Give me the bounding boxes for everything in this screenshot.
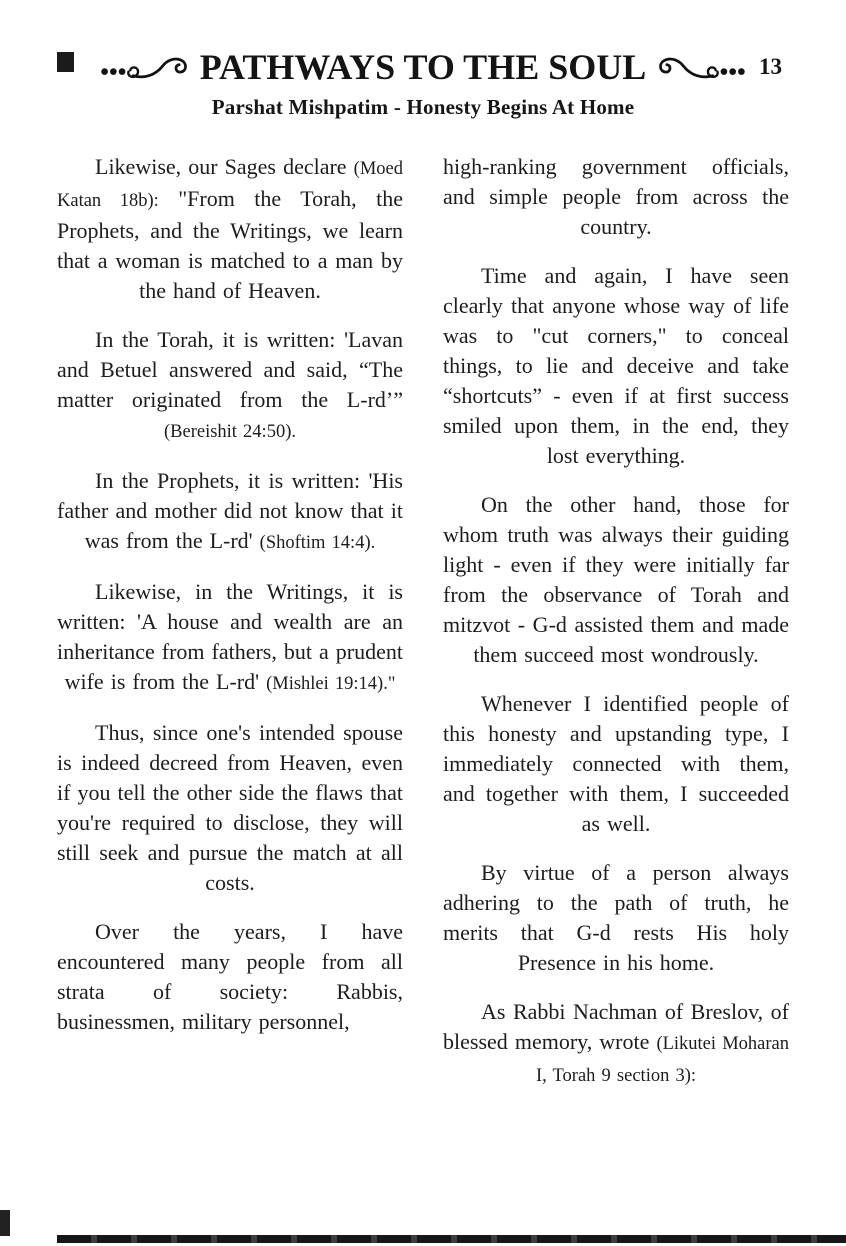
paragraph	[57, 466, 403, 558]
text-run: "From the Torah, the Prophets, and the Writings, we learn that a woman is matched to a man by the hand of Heaven.	[57, 186, 403, 303]
text-run: Over the years, I have encountered many people from all strata of society: Rabbis, businessmen, military personnel,	[57, 919, 403, 1034]
paragraph	[443, 997, 789, 1091]
citation: (Mishlei 19:14)."	[266, 674, 396, 694]
citation: (Moed Katan 18b):	[57, 159, 403, 211]
body-columns	[0, 152, 846, 1110]
citation: (Shoftim 14:4).	[259, 533, 376, 553]
left-column	[57, 152, 403, 1110]
scanned-document-page	[0, 46, 846, 1246]
page-header	[0, 46, 846, 120]
paragraph	[443, 261, 789, 471]
title-row	[0, 46, 846, 88]
text-run: On the other hand, those for whom truth was always their guiding light - even if they were initially far from the observance of Torah and mitzvot - G-d assisted them and made them succeed most wondrously.	[443, 492, 789, 667]
text-run: As Rabbi Nachman of Breslov, of blessed memory, wrote	[443, 999, 789, 1054]
text-run: Whenever I identified people of this honesty and upstanding type, I immediately connected with them, and together with them, I succeeded as well.	[443, 691, 789, 836]
paragraph	[57, 152, 403, 306]
text-run: In the Torah, it is written: 'Lavan and Betuel answered and said, “The matter originated from the L-rd’”	[57, 327, 403, 412]
text-run: Likewise, in the Writings, it is written: 'A house and wealth are an inheritance from fathers, but a prudent wife is from the L-rd'	[57, 579, 403, 694]
text-run: Likewise, our Sages declare	[95, 154, 354, 179]
text-run: By virtue of a person always adhering to the path of truth, he merits that G-d rests His holy Presence in his home.	[443, 860, 789, 975]
page-subtitle: Parshat Mishpatim - Honesty Begins At Home	[211, 95, 635, 119]
citation: (Likutei Moharan I, Torah 9 section 3):	[535, 1034, 789, 1086]
right-column	[443, 152, 789, 1110]
scan-artifact-bottom-left	[0, 1210, 10, 1236]
paragraph	[57, 917, 403, 1037]
paragraph	[57, 718, 403, 898]
page-title: PATHWAYS TO THE SOUL	[199, 47, 647, 87]
text-run: In the Prophets, it is written: 'His father and mother did not know that it was from the L-rd'	[57, 468, 403, 553]
text-run: Time and again, I have seen clearly that anyone whose way of life was to "cut corners," to conceal things, to lie and deceive and take “shortcuts” - even if at first success smiled upon them, in the end, they lost everything.	[443, 263, 789, 468]
paragraph	[443, 689, 789, 839]
paragraph	[57, 325, 403, 447]
paragraph	[57, 577, 403, 699]
paragraph	[443, 152, 789, 242]
text-run: high-ranking government officials, and simple people from across the country.	[443, 154, 789, 239]
citation: (Bereishit 24:50).	[163, 422, 296, 442]
paragraph	[443, 858, 789, 978]
text-run: Thus, since one's intended spouse is indeed decreed from Heaven, even if you tell the other side the flaws that you're required to disclose, they will still seek and pursue the match at all costs.	[57, 720, 403, 895]
scan-artifact-bottom-bar	[57, 1235, 846, 1243]
flourish-left-icon	[100, 51, 192, 83]
flourish-right-icon	[654, 51, 746, 83]
paragraph	[443, 490, 789, 670]
page-number: 13	[759, 54, 782, 79]
